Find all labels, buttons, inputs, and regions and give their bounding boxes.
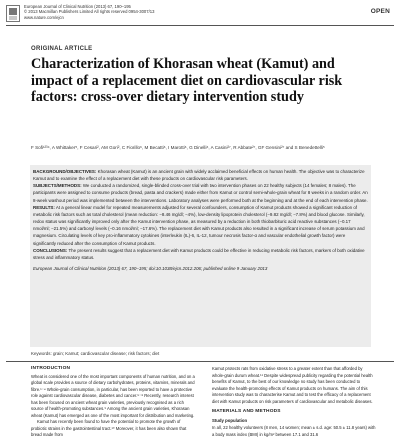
abstract-box bbox=[30, 165, 371, 347]
intro-paragraph-1: Wheat is considered one of the most important components of human nutrition, and on a global scale provides a source of dietary carbohydrates, proteins, vitamins, minerals and fibre.¹⁻⁴ Whole-grain consumption, in particular, has been reported to have a protective role against cardiovascular disease, diabetes and cancer.⁵⁻⁸ Recently, research interest has been focused on ancient wheat grain varieties, previously recognised as a rich source of health-promoting substances.⁹ Among the ancient grain varieties, Khorasan wheat (Kamut) has emerged as one of the most important for distribution and marketing. bbox=[31, 373, 195, 418]
abstract-background-text: Khorasan wheat (Kamut) is an ancient grain with widely acclaimed beneficial effects on human health. The objective was to characterize Kamut and to examine the effect of a replacement diet with these products on cardiovascular risk parameters. bbox=[33, 169, 365, 182]
intro-column bbox=[31, 366, 195, 439]
keywords-line: Keywords: grain; Kamut; cardiovascular disease; risk factors; diet bbox=[31, 351, 160, 356]
study-population-heading: Study population bbox=[212, 417, 248, 423]
abstract-background bbox=[33, 168, 368, 182]
open-access-badge: OPEN bbox=[370, 8, 390, 15]
right-paragraph-1: Kamut protects rats from oxidative stress to a greater extent than that afforded by whole-grain durum wheat.¹¹ Despite widespread publicity regarding the potential health benefits of Kamut, to the best of our knowledge no study has been conducted to evaluate the health-promoting effects of Kamut products on humans. The aim of this intervention study was to characterise Kamut and to test the efficacy of a replacement diet with Kamut products on risk parameters of cardiovascular and metabolic diseases. bbox=[212, 366, 373, 404]
author-list: F Sofi¹²³⁴, A Whittaker⁵, F Cesari², AM Gori², C Fiorillo⁶, M Becatti⁶, I Marotti⁶, G Dinelli⁶, A Casini²⁷, R Abbate²⁷, GF Gensini²⁷ and S Benedettelli⁵ bbox=[31, 145, 325, 150]
intro-paragraph-2: Kamut has recently been found to have the potential to promote the growth of probiotic strains in the gastrointestinal tract.¹⁰ Moreover, it has been also shown that bread made from bbox=[31, 419, 187, 437]
abstract-results-label: RESULTS: bbox=[33, 204, 55, 210]
article-type: ORIGINAL ARTICLE bbox=[31, 46, 93, 52]
abstract-methods-label: SUBJECTS/METHODS: bbox=[33, 183, 82, 189]
article-citation: European Journal of Clinical Nutrition (2013) 67, 190–195; doi:10.1038/ejcn.2012.206; published online 9 January 2013 bbox=[33, 266, 268, 272]
abstract-background-label: BACKGROUND/OBJECTIVES: bbox=[33, 169, 97, 174]
body-divider bbox=[6, 361, 394, 362]
abstract-methods bbox=[33, 182, 368, 203]
copyright-line: © 2013 Macmillan Publishers Limited All rights reserved 0954-3007/13 bbox=[24, 9, 155, 15]
abstract-results-text: At a general linear model for repeated measurements adjusted for several confounders, consumption of Kamut products showed a significant reduction of metabolic risk factors such as total cholesterol (mean reduction: −8.46 mg/dl; −4%), low-density lipoprotein cholesterol (−9.82 mg/dl; −7.8%) and blood glucose. Similarly, redox status was significantly improved only after the Kamut intervention phase, as measured by a reduction in both thiobarbituric acid reactive substances (−0.17 nmol/ml; −21.5%) and carbonyl levels (−0.16 nmol/ml; −17.6%). The replacement diet with Kamut products also resulted in a significant increase of serum potassium and magnesium. Circulating levels of key pro-inflammatory cytokines (interleukin (IL)-6, IL-12, tumour necrosis factor-α and vascular endothelial growth factor) were significantly reduced after the consumption of Kamut products. bbox=[33, 204, 365, 246]
journal-url[interactable]: www.nature.com/ejcn bbox=[24, 14, 64, 20]
methods-heading: MATERIALS AND METHODS bbox=[212, 409, 281, 414]
header-divider bbox=[6, 25, 394, 26]
intro-heading: INTRODUCTION bbox=[31, 366, 71, 371]
abstract-conclusions bbox=[33, 247, 368, 261]
abstract-conclusions-label: CONCLUSIONS: bbox=[33, 247, 68, 253]
abstract-methods-text: We conducted a randomized, single-blinded cross-over trial with two intervention phases on 22 healthy subjects (14 females; 8 males). The participants were assigned to consume products (bread, pasta and crackers) made either from Kamut or control semi-whole-grain wheat for 8 weeks in a random order. An 8-week washout period was implemented between the interventions. Laboratory analyses were performed both at the beginning and at the end of each intervention phase. bbox=[33, 183, 368, 203]
journal-logo-icon bbox=[6, 5, 20, 22]
article-title: Characterization of Khorasan wheat (Kamut) and impact of a replacement diet on cardiovascular risk factors: cross-over dietary intervention study bbox=[31, 56, 343, 106]
abstract-conclusions-text: The present results suggest that a replacement diet with Kamut products could be effective in reducing metabolic risk factors, markers of both oxidative stress and inflammatory status. bbox=[33, 247, 365, 260]
right-paragraph-2: In all, 22 healthy volunteers (8 men, 14 women; mean ± s.d. age: 50.5 ± 11.8 years) with a body mass index (BMI) in kg/m² between 17.1 and 31.6 bbox=[212, 425, 376, 437]
journal-line: European Journal of Clinical Nutrition (2013) 67, 190–195 bbox=[24, 4, 131, 9]
abstract-results bbox=[33, 204, 368, 247]
journal-header bbox=[24, 4, 154, 20]
right-column bbox=[212, 366, 376, 438]
